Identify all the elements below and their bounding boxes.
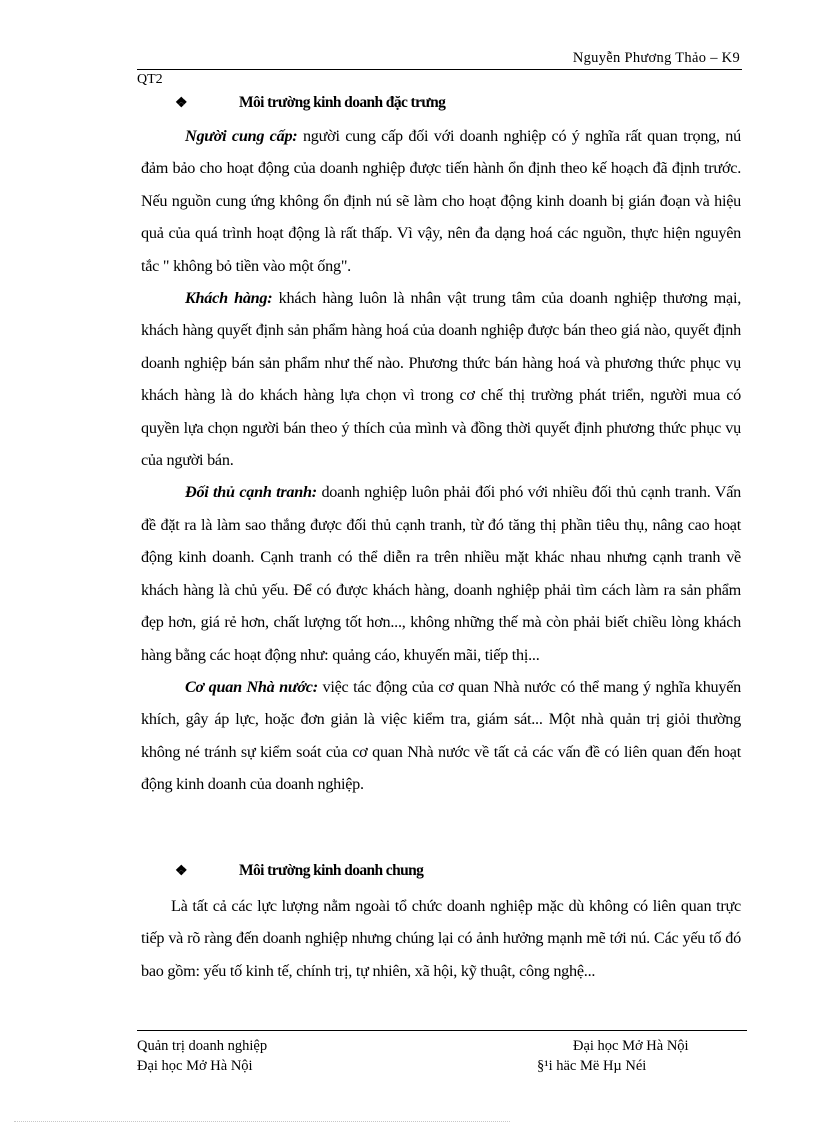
paragraph-general	[141, 890, 741, 987]
paragraph-lead: Cơ quan Nhà nước:	[185, 677, 318, 696]
paragraph-suppliers	[141, 120, 741, 282]
paragraph-government	[141, 671, 741, 801]
paragraph-competitors	[141, 476, 741, 670]
paragraph-text: người cung cấp đối với doanh nghiệp có ý nghĩa rất quan trọng, nú đảm bảo cho hoạt động của doanh nghiệp được tiến hành ổn định theo kế hoạch đã định trước. Nếu nguồn cung ứng không ổn định nú sẽ làm cho hoạt động kinh doanh bị gián đoạn và hiệu quả của quá trình hoạt động là rất thấp. Vì vậy, nên đa dạng hoá các nguồn, thực hiện nguyên tắc " không bỏ tiền vào một ống".	[141, 127, 741, 275]
header-author: Nguyễn Phương Thảo – K9	[572, 50, 740, 66]
paragraph-text: việc tác động của cơ quan Nhà nước có thể mang ý nghĩa khuyến khích, gây áp lực, hoặc đơn giản là việc kiểm tra, giám sát... Một nhà quản trị giỏi thường không né tránh sự kiểm soát của cơ quan Nhà nước về tất cả các vấn đề có liên quan đến hoạt động kinh doanh của doanh nghiệp.	[141, 677, 742, 794]
paragraph-text: doanh nghiệp luôn phải đối phó với nhiều đối thủ cạnh tranh. Vấn đề đặt ra là làm sao thắng được đối thủ cạnh tranh, từ đó tăng thị phần tiêu thụ, nâng cao hoạt động kinh doanh. Cạnh tranh có thể diễn ra trên nhiều mặt khác nhau nhưng cạnh tranh về khách hàng là chủ yếu. Để có được khách hàng, doanh nghiệp phải tìm cách làm ra sản phẩm đẹp hơn, giá rẻ hơn, chất lượng tốt hơn..., không những thế mà còn phải biết chiều lòng khách hàng bằng các hoạt động như: quảng cáo, khuyến mãi, tiếp thị...	[141, 483, 741, 664]
footer-divider	[137, 1030, 747, 1031]
header-class-code: QT2	[137, 72, 163, 87]
paragraph-lead: Đối thủ cạnh tranh:	[185, 483, 317, 502]
header-divider	[137, 69, 742, 70]
footer-left	[137, 1036, 267, 1076]
footer-left-line1: Quản trị doanh nghiệp	[137, 1038, 268, 1054]
page-bottom-edge	[14, 1121, 510, 1122]
paragraph-customers	[141, 282, 741, 476]
diamond-bullet-icon: ❖	[175, 96, 187, 111]
section-body-specific-environment	[141, 120, 741, 801]
diamond-bullet-icon: ❖	[175, 864, 187, 879]
section-title-specific-environment	[175, 94, 445, 112]
section-title-general-environment	[175, 862, 423, 880]
footer-left-line2: Đại học Mở Hà Nội	[137, 1058, 253, 1074]
paragraph-lead: Khách hàng:	[185, 289, 273, 308]
paragraph-text: khách hàng luôn là nhân vật trung tâm của doanh nghiệp thương mại, khách hàng quyết định sản phẩm hàng hoá của doanh nghiệp được bán theo giá nào, quyết định doanh nghiệp bán sản phẩm như thế nào. Phương thức bán hàng hoá và phương thức phục vụ khách hàng là do khách hàng lựa chọn vì trong cơ chế thị trường phát triển, người mua có quyền lựa chọn người bán theo ý thích của mình và đồng thời quyết định phương thức phục vụ của người bán.	[141, 289, 741, 470]
section-title-text: Môi trường kinh doanh chung	[239, 862, 424, 879]
paragraph-lead: Người cung cấp:	[185, 127, 298, 145]
footer-right	[537, 1036, 689, 1076]
section-body-general-environment	[141, 890, 741, 987]
paragraph-text: Là tất cả các lực lượng nằm ngoài tổ chức doanh nghiệp mặc dù không có liên quan trực tiếp và rõ ràng đến doanh nghiệp nhưng chúng lại có ảnh hưởng mạnh mẽ tới nú. Các yếu tố đó bao gồm: yếu tố kinh tế, chính trị, tự nhiên, xã hội, kỹ thuật, công nghệ...	[141, 897, 741, 980]
footer-right-line1: Đại học Mở Hà Nội	[573, 1038, 689, 1054]
section-title-text: Môi trường kinh doanh đặc trưng	[239, 94, 446, 111]
footer-right-line2: §¹i häc Më Hµ Néi	[537, 1058, 647, 1074]
